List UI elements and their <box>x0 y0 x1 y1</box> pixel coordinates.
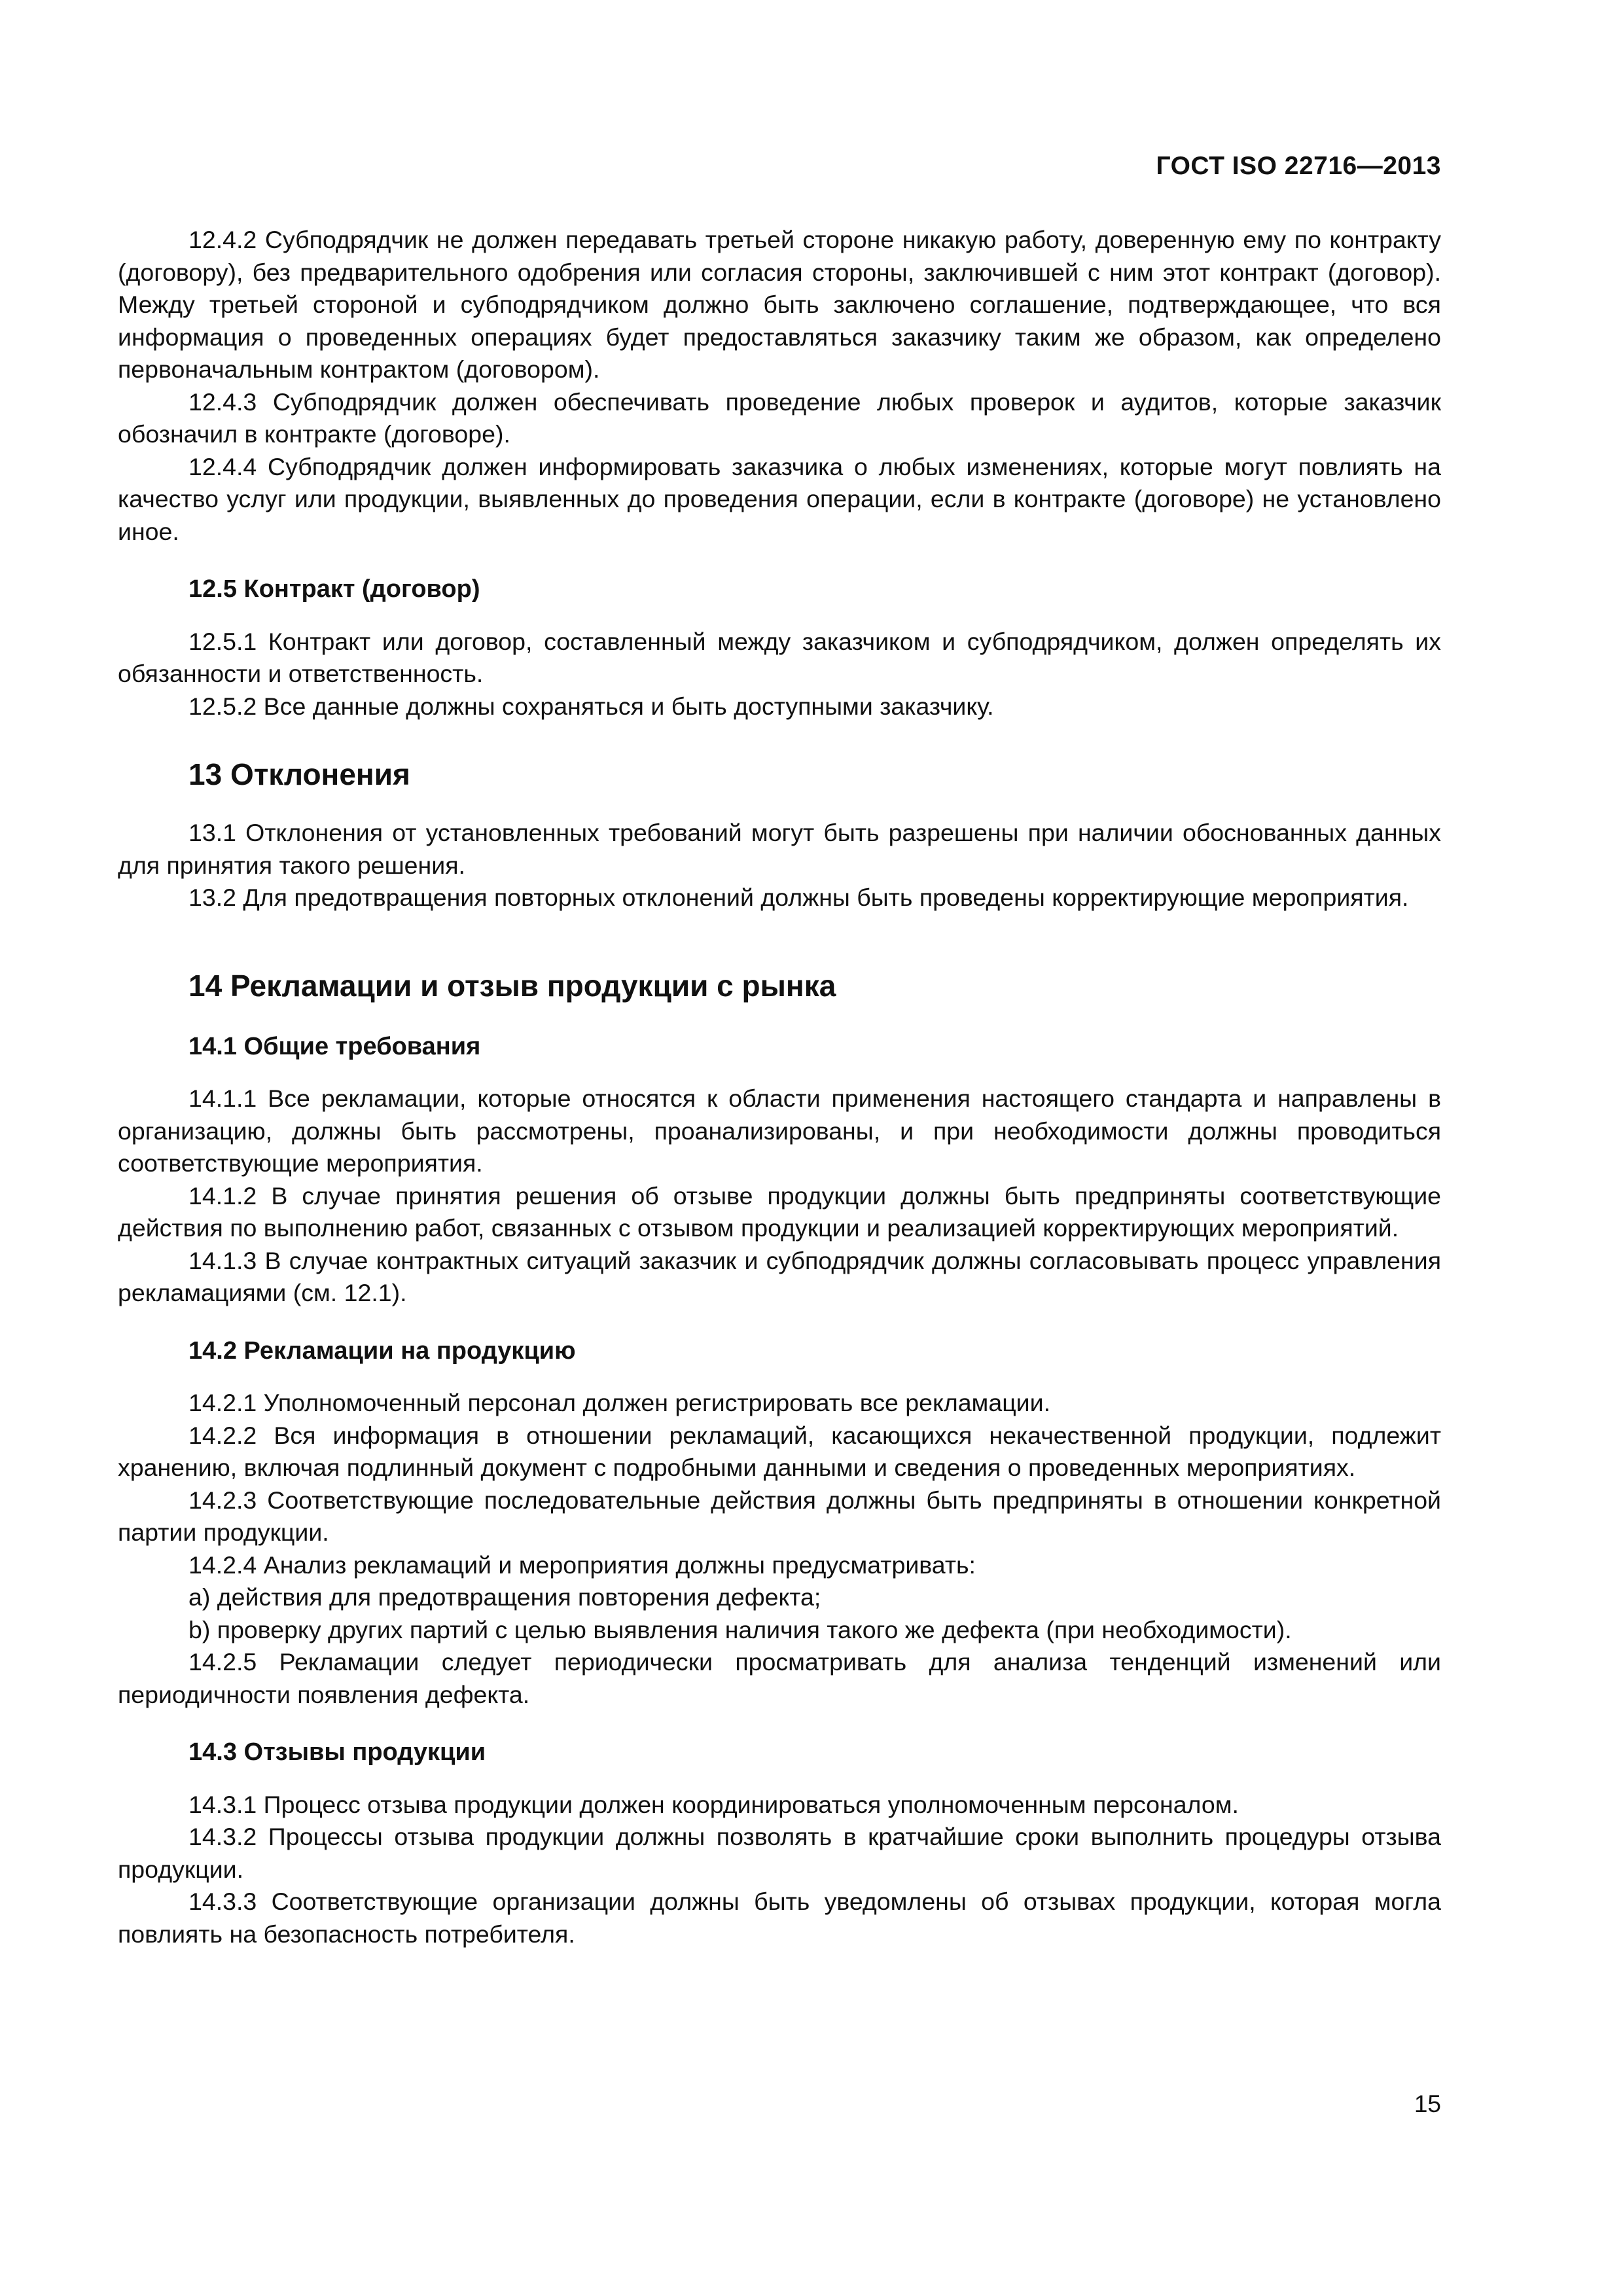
paragraph-14-2-3: 14.2.3 Соответствующие последовательные действия должны быть предприняты в отношении конкретной партии продукции. <box>118 1486 1441 1546</box>
subsection-heading-14-3: 14.3 Отзывы продукции <box>188 1738 486 1766</box>
paragraph-12-5-2: 12.5.2 Все данные должны сохраняться и быть доступными заказчику. <box>188 692 994 720</box>
paragraph-12-5-1: 12.5.1 Контракт или договор, составленный между заказчиком и субподрядчиком, должен определять их обязанности и ответственность. <box>118 627 1441 687</box>
subsection-heading-14-1: 14.1 Общие требования <box>188 1032 481 1060</box>
paragraph-14-2-4: 14.2.4 Анализ рекламаций и мероприятия должны предусматривать: <box>188 1551 976 1579</box>
document-body <box>118 224 1441 1950</box>
paragraph-13-2: 13.2 Для предотвращения повторных отклонений должны быть проведены корректирующие мероприятия. <box>188 884 1409 911</box>
paragraph-12-4-3: 12.4.3 Субподрядчик должен обеспечивать проведение любых проверок и аудитов, которые заказчик обозначил в контракте (договоре). <box>118 387 1441 448</box>
subsection-heading-12-5: 12.5 Контракт (договор) <box>188 575 480 603</box>
subsection-heading-14-2: 14.2 Рекламации на продукцию <box>188 1336 576 1365</box>
paragraph-12-4-2: 12.4.2 Субподрядчик не должен передавать третьей стороне никакую работу, доверенную ему по контракту (договору), без предварительного одобрения или согласия стороны, заключившей с ним этот контракт (договор). Между третьей стороной и субподрядчиком должно быть заключено соглашение, подтверждающее, что вся информация о проведенных операциях будет предоставляться заказчику таким же образом, как определено первоначальным контрактом (договором). <box>118 226 1441 383</box>
section-heading-13: 13 Отклонения <box>188 757 410 791</box>
paragraph-14-1-3: 14.1.3 В случае контрактных ситуаций заказчик и субподрядчик должны согласовывать процесс управления рекламациями (см. 12.1). <box>118 1246 1441 1306</box>
paragraph-14-2-2: 14.2.2 Вся информация в отношении рекламаций, касающихся некачественной продукции, подлежит хранению, включая подлинный документ с подробными данными и сведения о проведенных мероприятиях. <box>118 1421 1441 1481</box>
list-item-b: b) проверку других партий с целью выявления наличия такого же дефекта (при необходимости). <box>188 1615 1292 1643</box>
paragraph-14-1-1: 14.1.1 Все рекламации, которые относятся к области применения настоящего стандарта и направлены в организацию, должны быть рассмотрены, проанализированы, и при необходимости должны проводиться соответствующие мероприятия. <box>118 1085 1441 1177</box>
paragraph-14-3-3: 14.3.3 Соответствующие организации должны быть уведомлены об отзывах продукции, которая могла повлиять на безопасность потребителя. <box>118 1888 1441 1948</box>
section-heading-14: 14 Рекламации и отзыв продукции с рынка <box>188 968 836 1003</box>
paragraph-14-2-1: 14.2.1 Уполномоченный персонал должен регистрировать все рекламации. <box>188 1389 1050 1416</box>
standard-code-header: ГОСТ ISO 22716—2013 <box>1156 152 1441 180</box>
page-number: 15 <box>1414 2090 1441 2117</box>
paragraph-14-3-1: 14.3.1 Процесс отзыва продукции должен координироваться уполномоченным персоналом. <box>188 1790 1239 1818</box>
paragraph-12-4-4: 12.4.4 Субподрядчик должен информировать заказчика о любых изменениях, которые могут повлиять на качество услуг или продукции, выявленных до проведения операции, если в контракте (договоре) не установлено иное. <box>118 452 1441 545</box>
paragraph-14-2-5: 14.2.5 Рекламации следует периодически просматривать для анализа тенденций изменений или периодичности появления дефекта. <box>118 1648 1441 1708</box>
paragraph-14-3-2: 14.3.2 Процессы отзыва продукции должны позволять в кратчайшие сроки выполнить процедуры отзыва продукции. <box>118 1823 1441 1883</box>
list-item-a: a) действия для предотвращения повторения дефекта; <box>188 1583 821 1611</box>
paragraph-13-1: 13.1 Отклонения от установленных требований могут быть разрешены при наличии обоснованных данных для принятия такого решения. <box>118 819 1441 879</box>
paragraph-14-1-2: 14.1.2 В случае принятия решения об отзыве продукции должны быть предприняты соответствующие действия по выполнению работ, связанных с отзывом продукции и реализацией корректирующих мероприятий. <box>118 1181 1441 1242</box>
